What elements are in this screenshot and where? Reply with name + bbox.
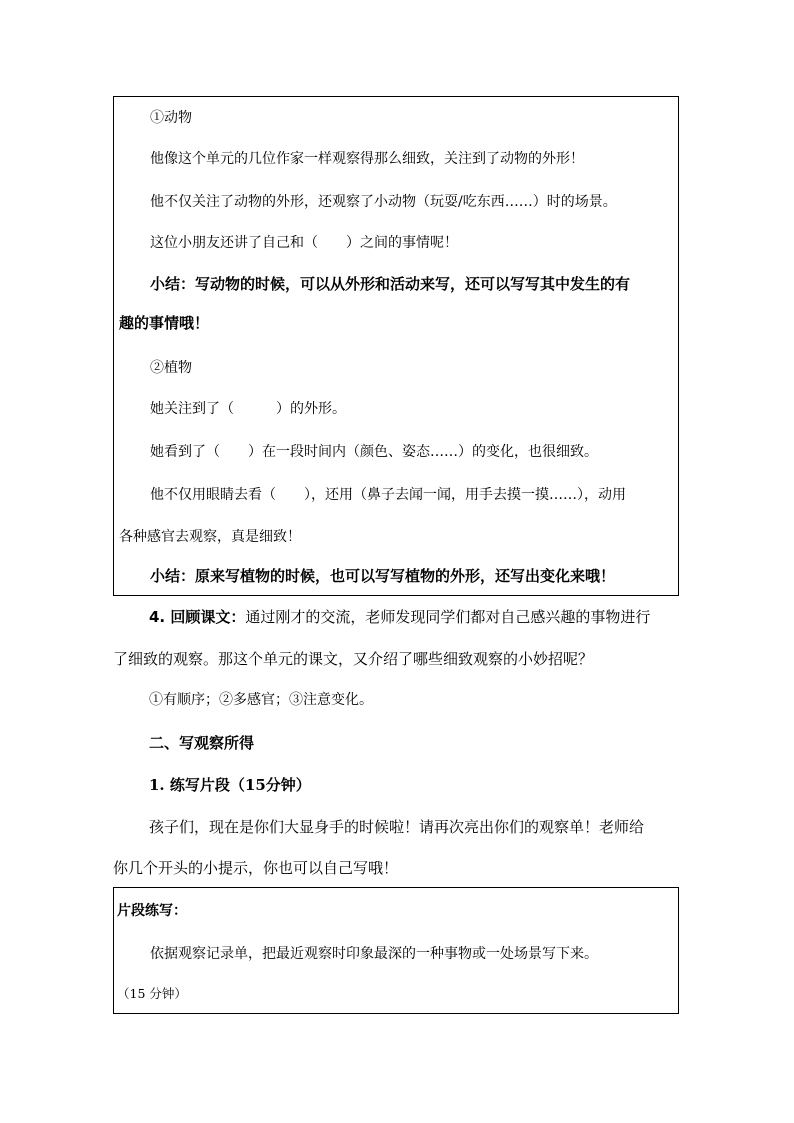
observation-notes-box bbox=[113, 96, 679, 596]
intro-line-1: 孩子们，现在是你们大显身手的时候啦！请再次亮出你们的观察单！老师给 bbox=[149, 818, 645, 836]
review-text-1: 通过刚才的交流，老师发现同学们都对自己感兴趣的事物进行 bbox=[245, 608, 651, 626]
animal-line-3: 这位小朋友还讲了自己和（ ）之间的事情呢！ bbox=[150, 235, 458, 251]
practice-box bbox=[113, 887, 679, 1014]
animal-summary-line-2: 趣的事情哦！ bbox=[119, 314, 210, 332]
plant-summary: 小结：原来写植物的时候，也可以写写植物的外形，还写出变化来哦！ bbox=[150, 567, 616, 585]
plant-line-3: 他不仅用眼睛去看（ ），还用（鼻子去闻一闻，用手去摸一摸……），动用 bbox=[150, 487, 626, 503]
intro-line-2: 你几个开头的小提示，你也可以自己写哦！ bbox=[113, 859, 399, 877]
animal-summary-line-1: 小结：写动物的时候，可以从外形和活动来写，还可以写写其中发生的有 bbox=[150, 275, 631, 293]
section-heading-2: 二、写观察所得 bbox=[149, 734, 255, 752]
practice-title: 1. 练写片段（15分钟） bbox=[149, 776, 311, 794]
methods-list: ①有顺序；②多感官；③注意变化。 bbox=[149, 692, 373, 708]
plant-line-2: 她看到了（ ）在一段时间内（颜色、姿态……）的变化，也很细致。 bbox=[150, 444, 598, 460]
review-paragraph-line-1 bbox=[149, 607, 650, 627]
practice-instruction: 依据观察记录单，把最近观察时印象最深的一种事物或一处场景写下来。 bbox=[150, 946, 598, 962]
animal-line-1: 他像这个单元的几位作家一样观察得那么细致，关注到了动物的外形！ bbox=[150, 151, 584, 167]
plant-line-1: 她关注到了（ ）的外形。 bbox=[150, 401, 346, 417]
animal-heading: ①动物 bbox=[150, 110, 192, 126]
plant-line-4: 各种感官去观察，真是细致！ bbox=[119, 529, 301, 545]
review-text-2: 了细致的观察。那这个单元的课文，又介绍了哪些细致观察的小妙招呢？ bbox=[113, 650, 594, 668]
plant-heading: ②植物 bbox=[150, 360, 192, 376]
practice-box-title: 片段练写： bbox=[117, 903, 187, 919]
review-label: 4. 回顾课文： bbox=[149, 608, 246, 626]
practice-time: （15 分钟） bbox=[117, 986, 187, 1001]
animal-line-2: 他不仅关注了动物的外形，还观察了小动物（玩耍/吃东西……）时的场景。 bbox=[150, 194, 617, 210]
